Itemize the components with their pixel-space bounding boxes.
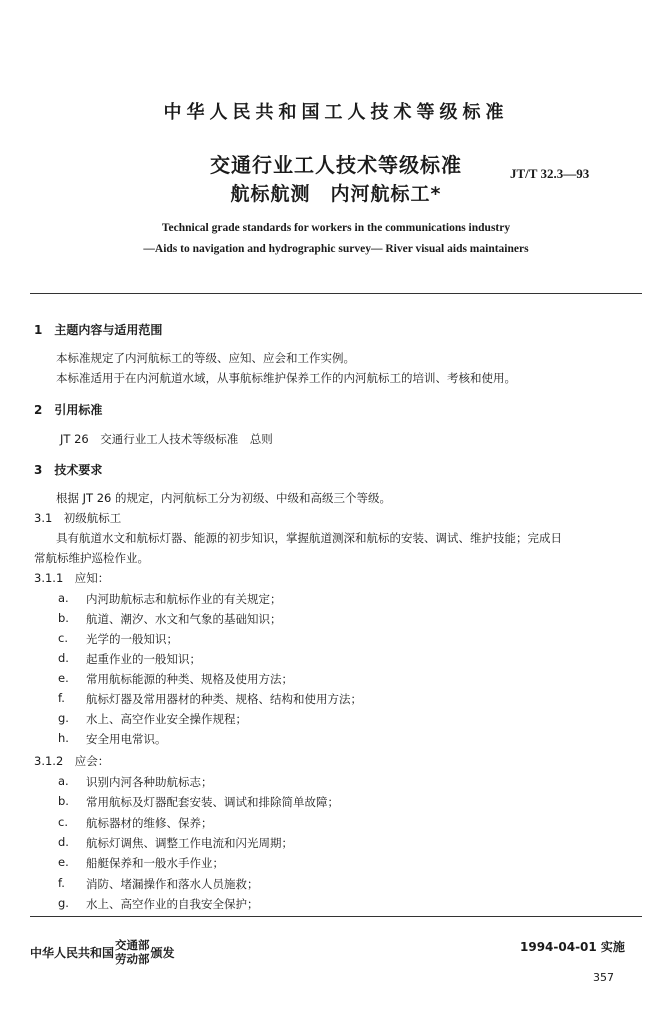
effective-date: 1994-04-01 实施 [520, 940, 625, 954]
list-item-marker: b. [58, 611, 69, 625]
list-item-text: 安全用电常识。 [86, 732, 167, 746]
list-item-text: 识别内河各种助航标志； [86, 775, 213, 789]
header-divider [30, 293, 642, 294]
issuer-ministry-transport: 交通部 [115, 938, 150, 952]
issuer-ministries [115, 938, 150, 966]
section-3-1-heading: 3.1 初级航标工 [34, 511, 122, 525]
issuer-prefix: 中华人民共和国 [30, 945, 115, 960]
list-item-marker: d. [58, 834, 69, 849]
national-standard-title: 中华人民共和国工人技术等级标准 [163, 102, 509, 123]
list-item-marker: f. [58, 691, 65, 705]
list-item-marker: a. [58, 591, 69, 605]
list-item-text: 光学的一般知识； [86, 632, 178, 646]
footer-divider [30, 916, 642, 917]
list-item-marker: a. [58, 774, 69, 788]
list-item-marker: e. [58, 671, 69, 685]
section-2-heading: 2 引用标准 [34, 403, 103, 417]
section-3-intro: 根据 JT 26 的规定，内河航标工分为初级、中级和高级三个等级。 [56, 491, 392, 505]
standard-title-line2: 航标航测 内河航标工* [230, 183, 442, 205]
list-item-marker: e. [58, 855, 69, 870]
list-item-text: 航标灯调焦、调整工作电流和闪光周期； [86, 835, 293, 850]
issuer-ministry-labour: 劳动部 [115, 952, 150, 966]
list-item-text: 航标器材的维修、保养； [86, 815, 213, 830]
list-item-text: 内河助航标志和航标作业的有关规定； [86, 592, 282, 606]
english-title-line1: Technical grade standards for workers in the communications industry [161, 222, 511, 234]
issuer-suffix: 颁发 [150, 945, 175, 960]
section-3-1-1-heading: 3.1.1 应知： [34, 571, 110, 585]
list-item-text: 航标灯器及常用器材的种类、规格、结构和使用方法； [86, 692, 362, 706]
section-1-paragraph-1: 本标准规定了内河航标工的等级、应知、应会和工作实例。 [56, 351, 355, 365]
list-item-text: 常用航标及灯器配套安装、调试和排除简单故障； [86, 795, 339, 810]
list-item-text: 航道、潮汐、水文和气象的基础知识； [86, 612, 282, 626]
section-3-1-2-heading: 3.1.2 应会： [34, 754, 110, 768]
standard-code: JT/T 32.3—93 [510, 166, 590, 181]
issuer [30, 938, 175, 966]
list-item-text: 水上、高空作业安全操作规程； [86, 712, 247, 726]
list-item-marker: c. [58, 814, 68, 829]
list-item-marker: b. [58, 794, 69, 809]
section-1-heading: 1 主题内容与适用范围 [34, 323, 163, 337]
list-item-text: 常用航标能源的种类、规格及使用方法； [86, 672, 293, 686]
page-number: 357 [593, 971, 614, 984]
english-title-line2: —Aids to navigation and hydrographic survey— River visual aids maintainers [143, 243, 529, 255]
list-item-marker: c. [58, 631, 68, 645]
list-item-marker: g. [58, 895, 69, 910]
list-item-text: 水上、高空作业的自我安全保护； [86, 896, 259, 911]
section-3-1-paragraph-1: 具有航道水文和航标灯器、能源的初步知识，掌握航道测深和航标的安装、调试、维护技能；完成日 [56, 531, 562, 545]
list-item-text: 起重作业的一般知识； [86, 652, 201, 666]
list-item-marker: g. [58, 711, 69, 725]
list-item-text: 船艇保养和一般水手作业； [86, 856, 224, 871]
section-3-1-paragraph-2: 常航标维护巡检作业。 [34, 551, 149, 565]
section-3-heading: 3 技术要求 [34, 463, 103, 477]
section-1-paragraph-2: 本标准适用于在内河航道水域，从事航标维护保养工作的内河航标工的培训、考核和使用。 [56, 371, 516, 385]
list-item-marker: d. [58, 651, 69, 665]
standard-title-line1: 交通行业工人技术等级标准 [210, 153, 462, 177]
list-item-marker: h. [58, 731, 69, 745]
list-item-marker: f. [58, 875, 65, 890]
list-item-text: 消防、堵漏操作和落水人员施救； [86, 876, 259, 891]
section-2-reference: JT 26 交通行业工人技术等级标准 总则 [60, 432, 273, 446]
